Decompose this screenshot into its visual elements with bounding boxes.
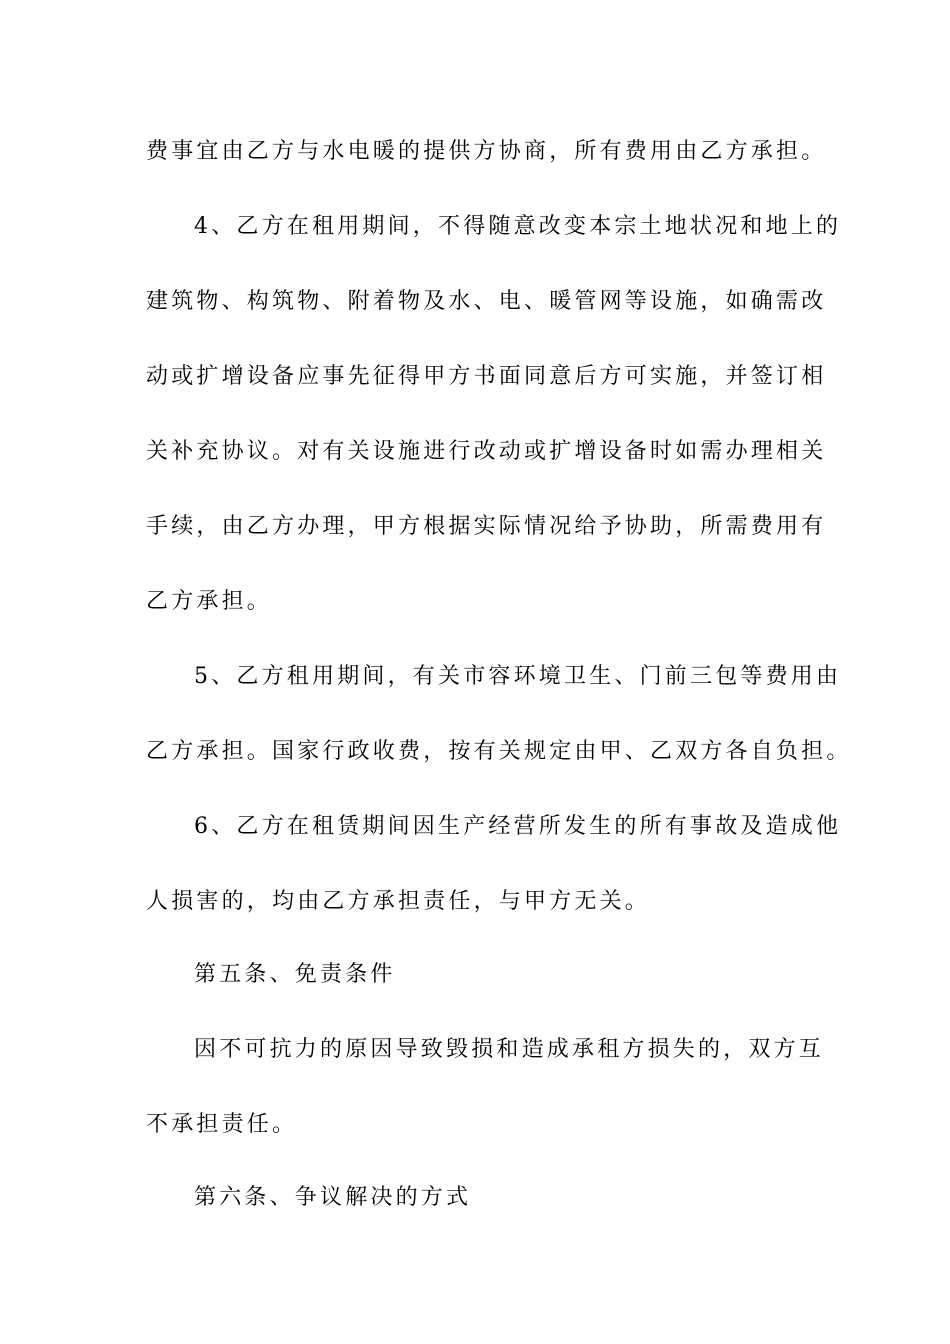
text-line: 乙方承担。 [146,589,273,614]
text-line: 手续，由乙方办理，甲方根据实际情况给予协助，所需费用有 [146,514,827,539]
text-line: 5、乙方租用期间，有关市容环境卫生、门前三包等费用由 [194,664,842,689]
text-line: 不承担责任。 [146,1112,298,1137]
text-line: 人损害的，均由乙方承担责任，与甲方无关。 [146,889,651,914]
text-line: 6、乙方在租赁期间因生产经营所发生的所有事故及造成他 [194,814,842,839]
section-heading: 第六条、争议解决的方式 [194,1185,472,1210]
text-line: 建筑物、构筑物、附着物及水、电、暖管网等设施，如确需改 [146,289,827,314]
text-line: 乙方承担。国家行政收费，按有关规定由甲、乙双方各自负担。 [146,739,852,764]
text-line: 关补充协议。对有关设施进行改动或扩增设备时如需办理相关 [146,439,827,464]
text-line: 因不可抗力的原因导致毁损和造成承租方损失的，双方互 [194,1037,825,1062]
text-line: 费事宜由乙方与水电暖的提供方协商，所有费用由乙方承担。 [146,139,827,164]
text-line: 4、乙方在租用期间，不得随意改变本宗土地状况和地上的 [194,214,842,239]
section-heading: 第五条、免责条件 [194,962,396,987]
text-line: 动或扩增设备应事先征得甲方书面同意后方可实施，并签订相 [146,364,827,389]
